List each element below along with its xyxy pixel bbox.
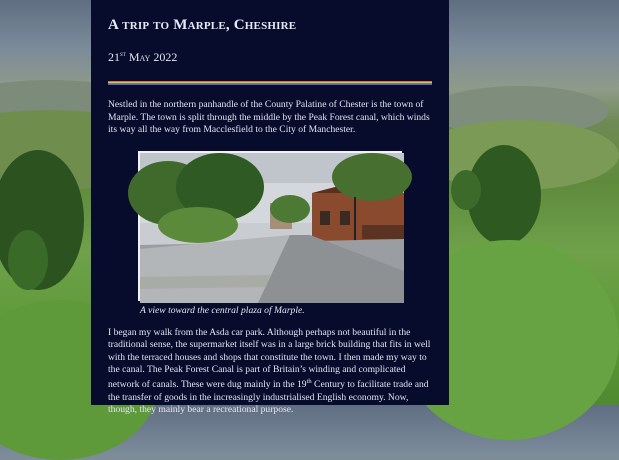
rainbow-divider [108, 81, 432, 85]
article-panel [91, 0, 449, 416]
body-superscript: th [306, 378, 312, 386]
date-day: 21 [108, 50, 120, 64]
post-title: A trip to Marple, Cheshire [108, 17, 297, 33]
body-text-part1: I began my walk from the Asda car park. Although perhaps not beautiful in the traditional sense, the supermarket itself was in a large brick building that fits in well with the terraced houses and shops that constitute the town. I then made my way to the canal. The Peak Forest Canal is part of Britain’s winding and complicated network of canals. These were dug mainly in the 19 [108, 326, 431, 391]
photo-caption: A view toward the central plaza of Marple. [140, 304, 305, 316]
date-suffix: st [120, 50, 126, 58]
body-paragraph [108, 327, 432, 417]
intro-paragraph: Nestled in the northern panhandle of the County Palatine of Chester is the town of Marple. The town is split through the middle by the Peak Forest canal, which winds its way all the way from Macclesfield to the City of Manchester. [108, 99, 430, 136]
date-month-year: May 2022 [125, 50, 178, 64]
background-landscape-left [0, 0, 91, 405]
post-date [108, 50, 432, 65]
marple-plaza-photo [138, 151, 402, 301]
background-landscape-right [449, 0, 540, 405]
plaza-photo-image [140, 153, 404, 303]
body-text-part2: Century to facilitate trade and the transfer of goods in the increasingly industrialised English economy. Now, though, they mainly bear a recreational purpose. [108, 379, 429, 416]
